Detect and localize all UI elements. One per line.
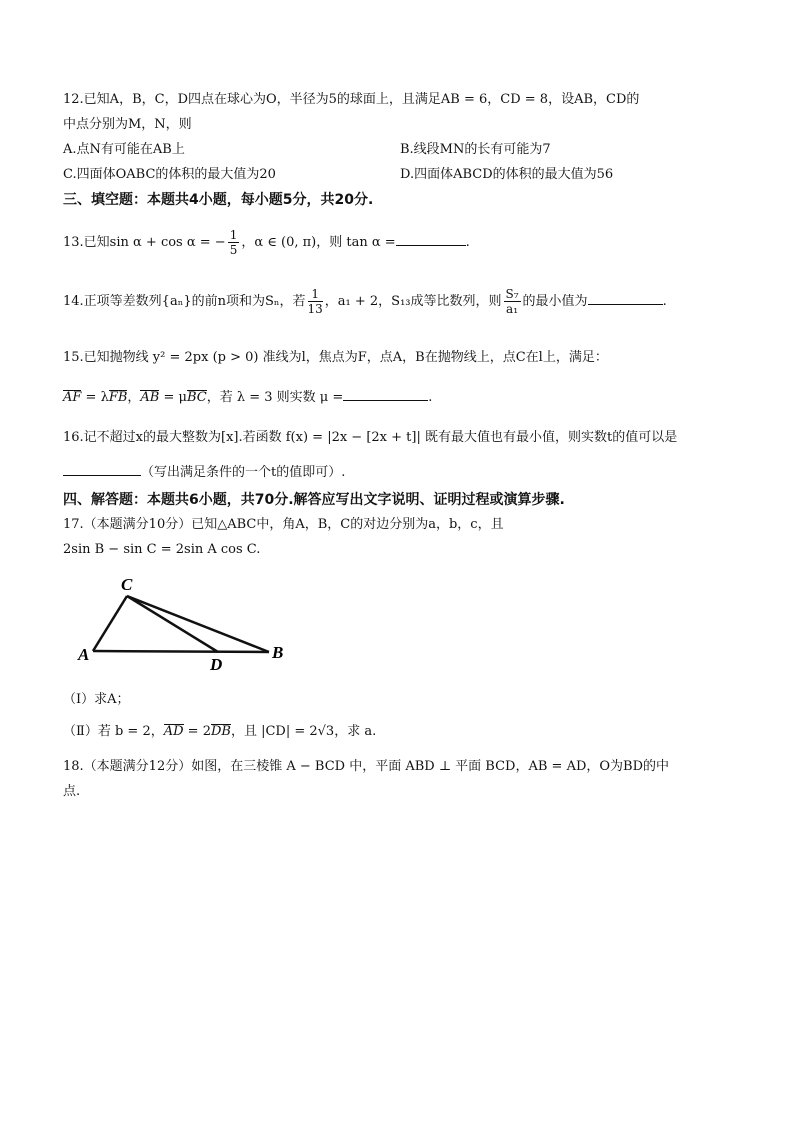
q15-cond: ，若 λ = 3 则实数 μ = bbox=[206, 390, 344, 405]
section4-heading: 四、解答题：本题共6小题，共70分.解答应写出文字说明、证明过程或演算步骤. bbox=[63, 492, 565, 508]
q17-triangle-figure bbox=[75, 572, 295, 677]
q16-line1: 16.记不超过x的最大整数为[x].若函数 f(x) = |2x − [2x + t]| 既有最大值也有最小值，则实数t的值可以是 bbox=[63, 430, 678, 445]
q14 bbox=[63, 285, 667, 319]
q15-vec-fb: FB bbox=[108, 390, 128, 405]
q14-num: 1 bbox=[308, 287, 323, 302]
q15-eq2: = μ bbox=[159, 390, 187, 405]
q14-fraction-1 bbox=[308, 287, 323, 316]
q15-line2 bbox=[63, 388, 432, 408]
segment-cd bbox=[127, 596, 218, 652]
q15-answer-blank bbox=[343, 400, 428, 401]
q15-comma: ， bbox=[127, 390, 141, 405]
q14-den: 13 bbox=[307, 302, 323, 316]
q12-option-c: C.四面体OABC的体积的最大值为20 bbox=[63, 167, 276, 182]
label-a: A bbox=[78, 645, 90, 664]
edge-ca bbox=[93, 596, 127, 651]
q14-fraction-2 bbox=[504, 287, 521, 316]
q15-end: . bbox=[428, 390, 433, 405]
q13-num: 1 bbox=[229, 228, 238, 242]
q17-part2-post: ，且 |CD| = 2√3，求 a. bbox=[230, 724, 377, 739]
label-c: C bbox=[121, 575, 133, 594]
q14-den2: a₁ bbox=[506, 302, 519, 316]
q17-part1: （Ⅰ）求A； bbox=[63, 692, 130, 707]
edge-cb bbox=[127, 596, 269, 652]
q15-vec-ab: AB bbox=[140, 390, 160, 405]
q14-post: 的最小值为 bbox=[522, 294, 588, 309]
q16-hint: （写出满足条件的一个t的值即可）. bbox=[141, 465, 346, 480]
edge-ab bbox=[93, 651, 269, 652]
q16-line2 bbox=[63, 463, 345, 483]
q12-option-b: B.线段MN的长有可能为7 bbox=[400, 142, 551, 157]
q18-line1: 18.（本题满分12分）如图，在三棱锥 A − BCD 中，平面 ABD ⊥ 平面 BCD，AB = AD，O为BD的中 bbox=[63, 759, 670, 774]
q14-end: . bbox=[662, 294, 667, 309]
q14-pre: 14.正项等差数列{aₙ}的前n项和为Sₙ，若 bbox=[63, 294, 306, 309]
q14-mid: ，a₁ + 2，S₁₃成等比数列，则 bbox=[324, 294, 502, 309]
q17-part2 bbox=[63, 722, 376, 742]
q15-line1: 15.已知抛物线 y² = 2px (p > 0) 准线为l，焦点为F，点A，B在抛物线上，点C在l上，满足： bbox=[63, 350, 608, 365]
q13-fraction bbox=[228, 228, 240, 257]
label-b: B bbox=[272, 643, 284, 662]
q14-num2: S₇ bbox=[505, 287, 519, 301]
q17-part2-pre: （Ⅱ）若 b = 2， bbox=[63, 724, 164, 739]
section3-heading: 三、填空题：本题共4小题，每小题5分，共20分. bbox=[63, 192, 374, 208]
q15-vec-af: AF bbox=[63, 390, 82, 405]
q17-part2-eq: = 2 bbox=[183, 724, 211, 739]
q17-vec-ad: AD bbox=[163, 724, 184, 739]
q13 bbox=[63, 228, 470, 258]
q13-answer-blank bbox=[396, 245, 466, 246]
label-d: D bbox=[210, 655, 223, 674]
q13-end: . bbox=[465, 235, 470, 250]
q14-answer-blank bbox=[588, 304, 663, 305]
q13-pre: 13.已知sin α + cos α = − bbox=[63, 235, 226, 250]
q13-den: 5 bbox=[229, 243, 238, 257]
q16-answer-blank bbox=[63, 475, 141, 476]
q12-option-a: A.点N有可能在AB上 bbox=[63, 142, 185, 157]
q12-stem-line2: 中点分别为M，N，则 bbox=[63, 117, 192, 132]
q15-eq1: = λ bbox=[81, 390, 109, 405]
q17-line1: 17.（本题满分10分）已知△ABC中，角A，B，C的对边分别为a，b，c，且 bbox=[63, 517, 504, 532]
q12-option-d: D.四面体ABCD的体积的最大值为56 bbox=[400, 167, 614, 182]
q12-stem-line1: 12.已知A，B，C，D四点在球心为O，半径为5的球面上，且满足AB = 6，CD = 8，设AB，CD的 bbox=[63, 92, 640, 107]
q17-line2: 2sin B − sin C = 2sin A cos C. bbox=[63, 542, 261, 557]
q13-post: ，α ∈ (0, π)，则 tan α = bbox=[241, 235, 396, 250]
q17-vec-db: DB bbox=[210, 724, 231, 739]
q18-line2: 点. bbox=[63, 784, 81, 799]
q15-vec-bc: BC bbox=[186, 390, 207, 405]
